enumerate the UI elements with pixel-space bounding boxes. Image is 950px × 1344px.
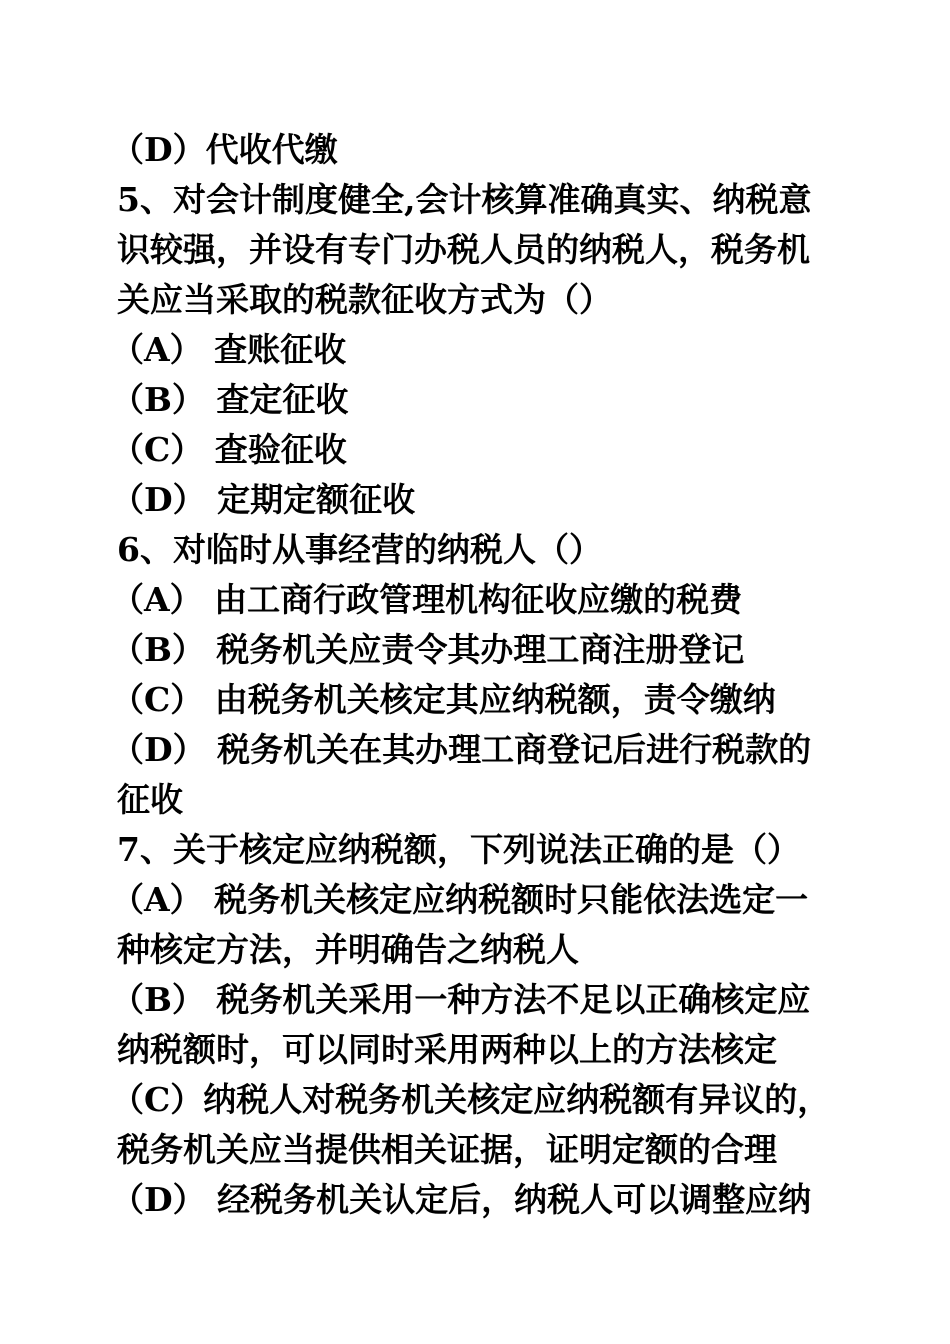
question-6-option-c: （C） 由税务机关核定其应纳税额，责令缴纳: [111, 680, 776, 719]
question-7-line-1: 7、关于核定应纳税额，下列说法正确的是（）: [117, 830, 800, 869]
question-5-line-1: 5、对会计制度健全,会计核算准确真实、纳税意: [117, 180, 812, 219]
question-5-option-d: （D） 定期定额征收: [111, 480, 416, 519]
question-7-option-c: （C）纳税人对税务机关核定应纳税额有异议的，: [111, 1080, 831, 1119]
question-6-option-a: （A） 由工商行政管理机构征收应缴的税费: [111, 580, 743, 619]
question-5-line-2: 识较强，并设有专门办税人员的纳税人，税务机: [117, 230, 810, 269]
question-5-option-c: （C） 查验征收: [111, 430, 347, 469]
question-7-option-d: （D） 经税务机关认定后，纳税人可以调整应纳: [111, 1180, 812, 1219]
question-6-option-d: （D） 税务机关在其办理工商登记后进行税款的: [111, 730, 812, 769]
question-7-option-c-cont: 税务机关应当提供相关证据，证明定额的合理: [117, 1130, 777, 1169]
question-7-option-a-cont: 种核定方法，并明确告之纳税人: [117, 930, 579, 969]
question-5-line-3: 关应当采取的税款征收方式为（）: [117, 280, 612, 319]
document-body: [111, 125, 877, 1225]
question-5-option-a: （A） 查账征收: [111, 330, 347, 369]
question-7-option-b-cont: 纳税额时，可以同时采用两种以上的方法核定: [117, 1030, 777, 1069]
option-d-line: （D）代收代缴: [111, 130, 338, 169]
question-6-line-1: 6、对临时从事经营的纳税人（）: [117, 530, 602, 569]
question-5-option-b: （B） 查定征收: [111, 380, 349, 419]
question-7-option-a: （A） 税务机关核定应纳税额时只能依法选定一: [111, 880, 809, 919]
question-6-option-d-cont: 征收: [117, 780, 183, 819]
question-6-option-b: （B） 税务机关应责令其办理工商注册登记: [111, 630, 745, 669]
question-7-option-b: （B） 税务机关采用一种方法不足以正确核定应: [111, 980, 811, 1019]
